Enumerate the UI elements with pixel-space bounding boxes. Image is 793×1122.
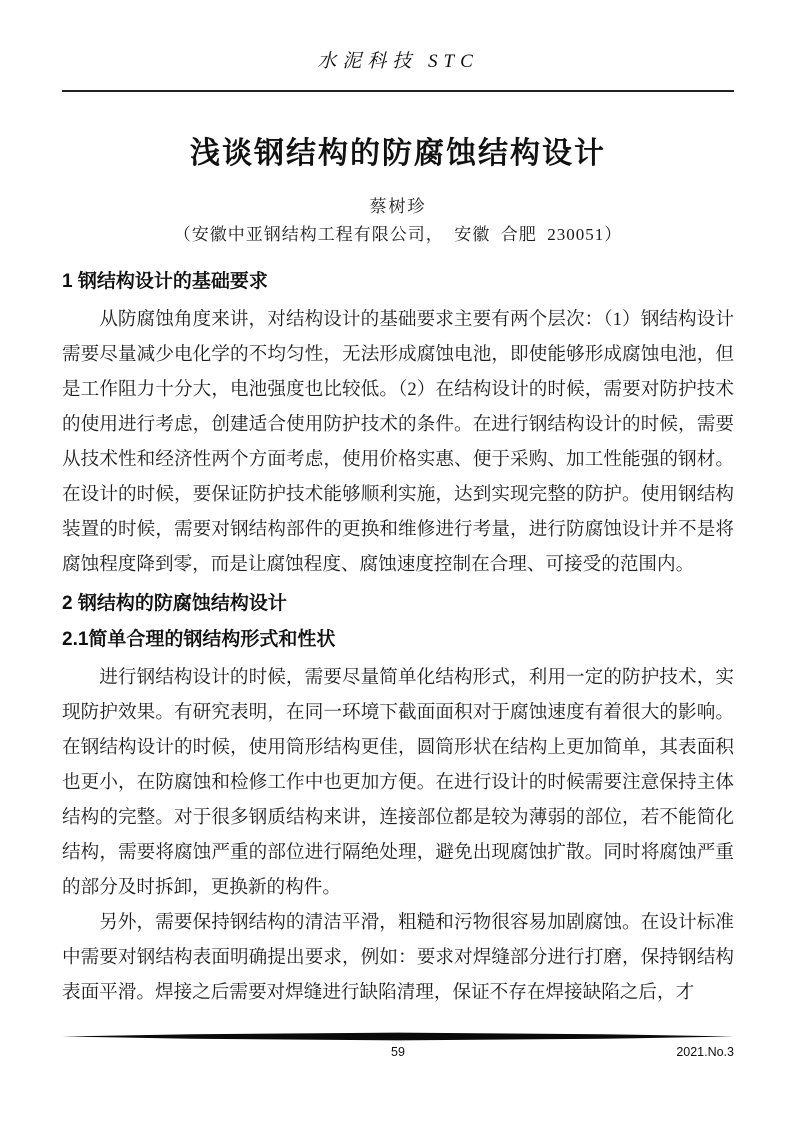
page-footer (62, 1032, 734, 1061)
page-number: 59 (391, 1045, 405, 1059)
section-2-1-paragraph-1: 进行钢结构设计的时候，需要尽量简单化结构形式，利用一定的防护技术，实现防护效果。有研究表明，在同一环境下截面面积对于腐蚀速度有着很大的影响。在钢结构设计的时候，使用筒形结构更佳，圆筒形状在结构上更加简单，其表面积也更小，在防腐蚀和检修工作中也更加方便。在进行设计的时候需要注意保持主体结构的完整。对于很多钢质结构来讲，连接部位都是较为薄弱的部位，若不能简化结构，需要将腐蚀严重的部位进行隔绝处理，避免出现腐蚀扩散。同时将腐蚀严重的部分及时拆卸，更换新的构件。 (62, 667, 734, 898)
section-2-1-paragraph-2: 另外，需要保持钢结构的清洁平滑，粗糙和污物很容易加剧腐蚀。在设计标准中需要对钢结构表面明确提出要求，例如：要求对焊缝部分进行打磨，保持钢结构表面平滑。焊接之后需要对焊缝进行缺陷清理，保证不存在焊接缺陷之后，才 (62, 912, 734, 1003)
author-name: 蔡树珍 (369, 197, 427, 216)
section-2-1-heading: 2.1简单合理的钢结构形式和性状 (62, 629, 336, 650)
section-2-heading: 2 钢结构的防腐蚀结构设计 (62, 593, 287, 614)
header-rule (62, 90, 734, 92)
footer-row (62, 1043, 734, 1061)
footer-rule (62, 1032, 734, 1041)
issue-number: 2021.No.3 (676, 1045, 734, 1059)
author-affiliation: （安徽中亚钢结构工程有限公司， 安徽 合肥 230051） (173, 225, 623, 244)
section-1-heading: 1 钢结构设计的基础要求 (62, 271, 268, 292)
article-title: 浅谈钢结构的防腐蚀结构设计 (190, 137, 606, 170)
journal-header-title: 水泥科技 STC (317, 51, 479, 72)
section-1-paragraph-1: 从防腐蚀角度来讲，对结构设计的基础要求主要有两个层次：（1）钢结构设计需要尽量减少电化学的不均匀性，无法形成腐蚀电池，即使能够形成腐蚀电池，但是工作阻力十分大，电池强度也比较低。（2）在结构设计的时候，需要对防护技术的使用进行考虑，创建适合使用防护技术的条件。在进行钢结构设计的时候，需要从技术性和经济性两个方面考虑，使用价格实惠、便于采购、加工性能强的钢材。在设计的时候，要保证防护技术能够顺利实施，达到实现完整的防护。使用钢结构装置的时候，需要对钢结构部件的更换和维修进行考量，进行防腐蚀设计并不是将腐蚀程度降到零，而是让腐蚀程度、腐蚀速度控制在合理、可接受的范围内。 (62, 309, 734, 575)
